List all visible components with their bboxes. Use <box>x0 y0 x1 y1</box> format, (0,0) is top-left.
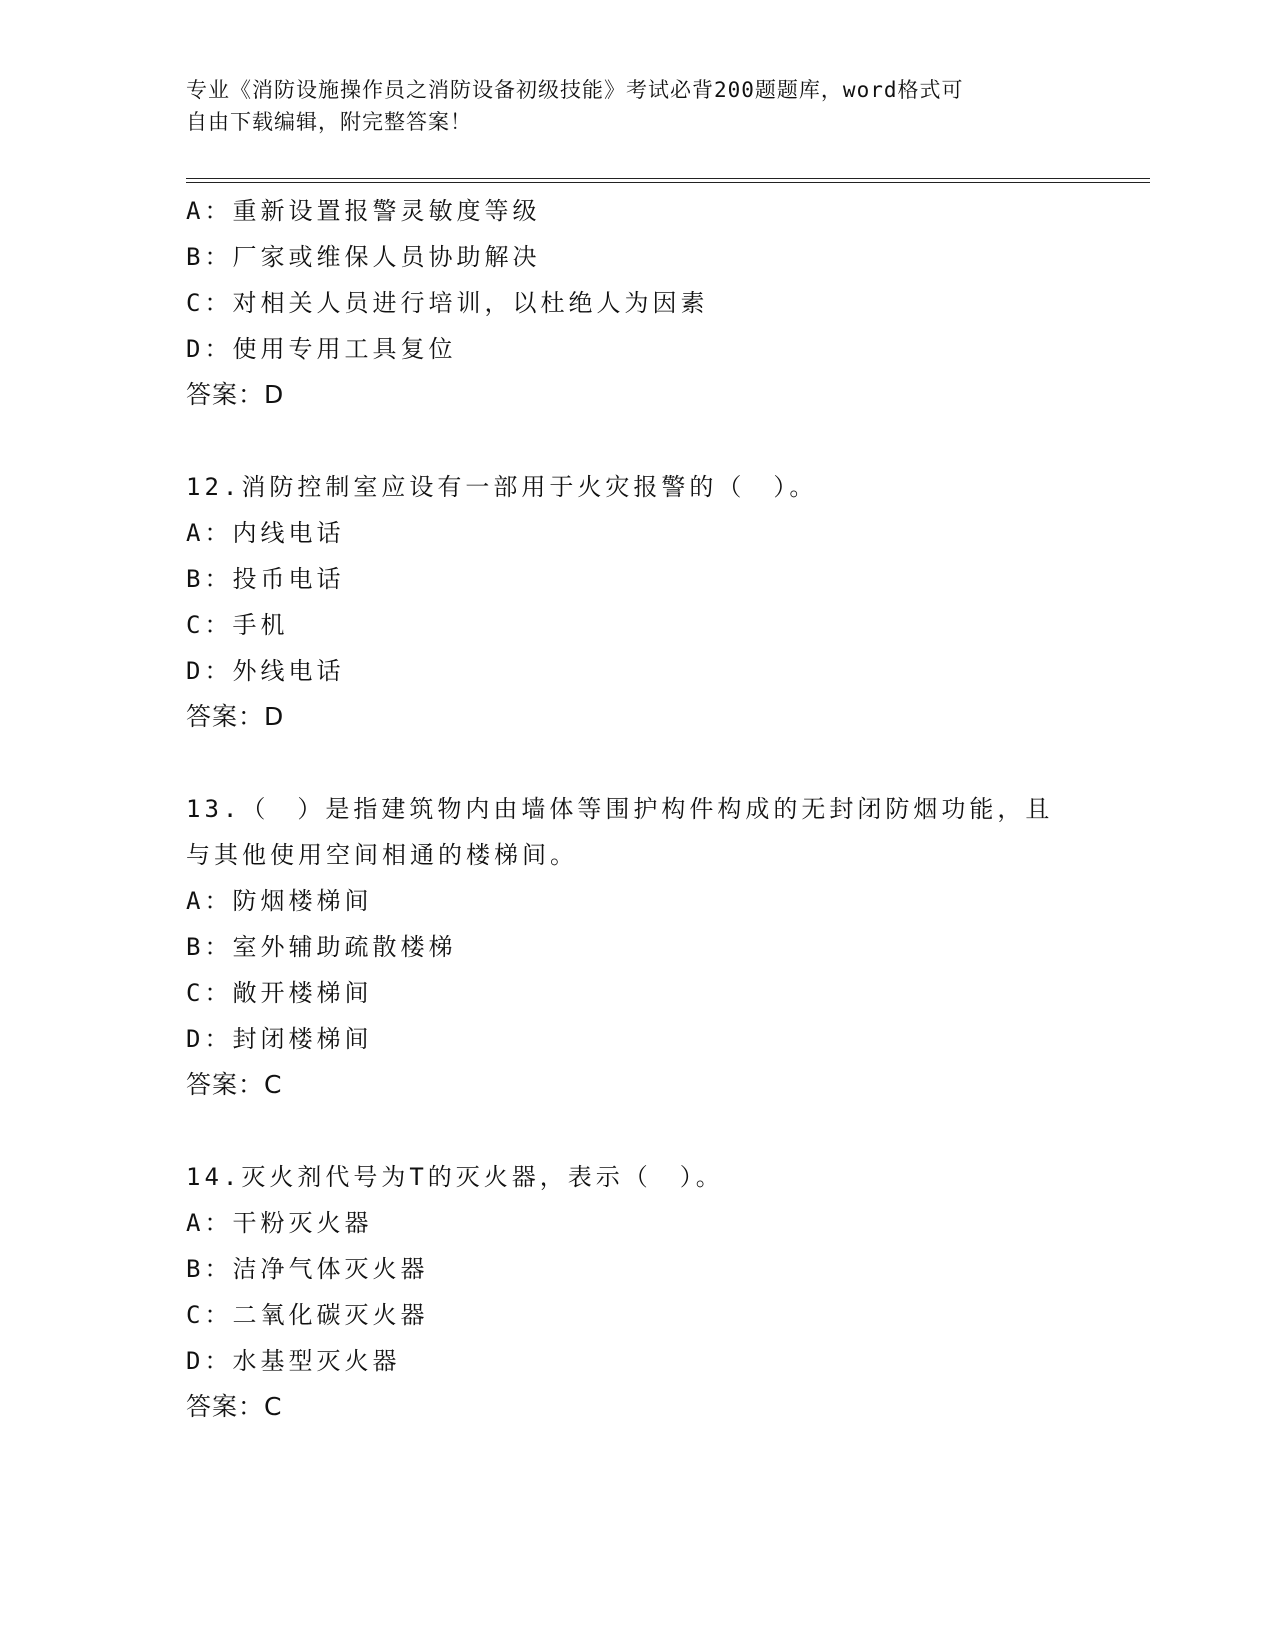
option-a: A：干粉灭火器 <box>186 1209 373 1237</box>
header-title-line-1: 专业《消防设施操作员之消防设备初级技能》考试必背200题题库，word格式可 <box>186 78 964 102</box>
answer: 答案：C <box>186 1070 283 1099</box>
header-title-line-2: 自由下载编辑，附完整答案！ <box>186 110 472 134</box>
option-a: A：重新设置报警灵敏度等级 <box>186 197 541 225</box>
option-a: A：防烟楼梯间 <box>186 887 373 915</box>
question-14 <box>186 1154 1086 1430</box>
option-c: C：手机 <box>186 611 289 639</box>
option-c: C：对相关人员进行培训，以杜绝人为因素 <box>186 289 709 317</box>
option-d: D：水基型灭火器 <box>186 1347 401 1375</box>
option-c: C：敞开楼梯间 <box>186 979 373 1007</box>
header-divider <box>186 178 1150 183</box>
question-text-line-2: 与其他使用空间相通的楼梯间。 <box>186 841 578 869</box>
question-list <box>186 188 1086 1430</box>
spacer <box>186 740 1086 786</box>
document-header <box>186 74 1086 138</box>
question-text: 12.消防控制室应设有一部用于火灾报警的（ ）。 <box>186 473 818 501</box>
option-a: A：内线电话 <box>186 519 345 547</box>
question-text-line-1: 13.（ ）是指建筑物内由墙体等围护构件构成的无封闭防烟功能，且 <box>186 795 1054 823</box>
question-12 <box>186 464 1086 740</box>
option-d: D：外线电话 <box>186 657 345 685</box>
answer: 答案：C <box>186 1392 283 1421</box>
option-b: B：投币电话 <box>186 565 345 593</box>
spacer <box>186 1108 1086 1154</box>
option-d: D：封闭楼梯间 <box>186 1025 373 1053</box>
option-b: B：室外辅助疏散楼梯 <box>186 933 457 961</box>
option-b: B：厂家或维保人员协助解决 <box>186 243 541 271</box>
question-13 <box>186 786 1086 1108</box>
option-b: B：洁净气体灭火器 <box>186 1255 429 1283</box>
spacer <box>186 418 1086 464</box>
option-c: C：二氧化碳灭火器 <box>186 1301 429 1329</box>
answer: 答案：D <box>186 702 285 731</box>
question-text: 14.灭火剂代号为T的灭火器，表示（ ）。 <box>186 1163 724 1191</box>
question-11 <box>186 188 1086 418</box>
answer: 答案：D <box>186 380 285 409</box>
option-d: D：使用专用工具复位 <box>186 335 457 363</box>
